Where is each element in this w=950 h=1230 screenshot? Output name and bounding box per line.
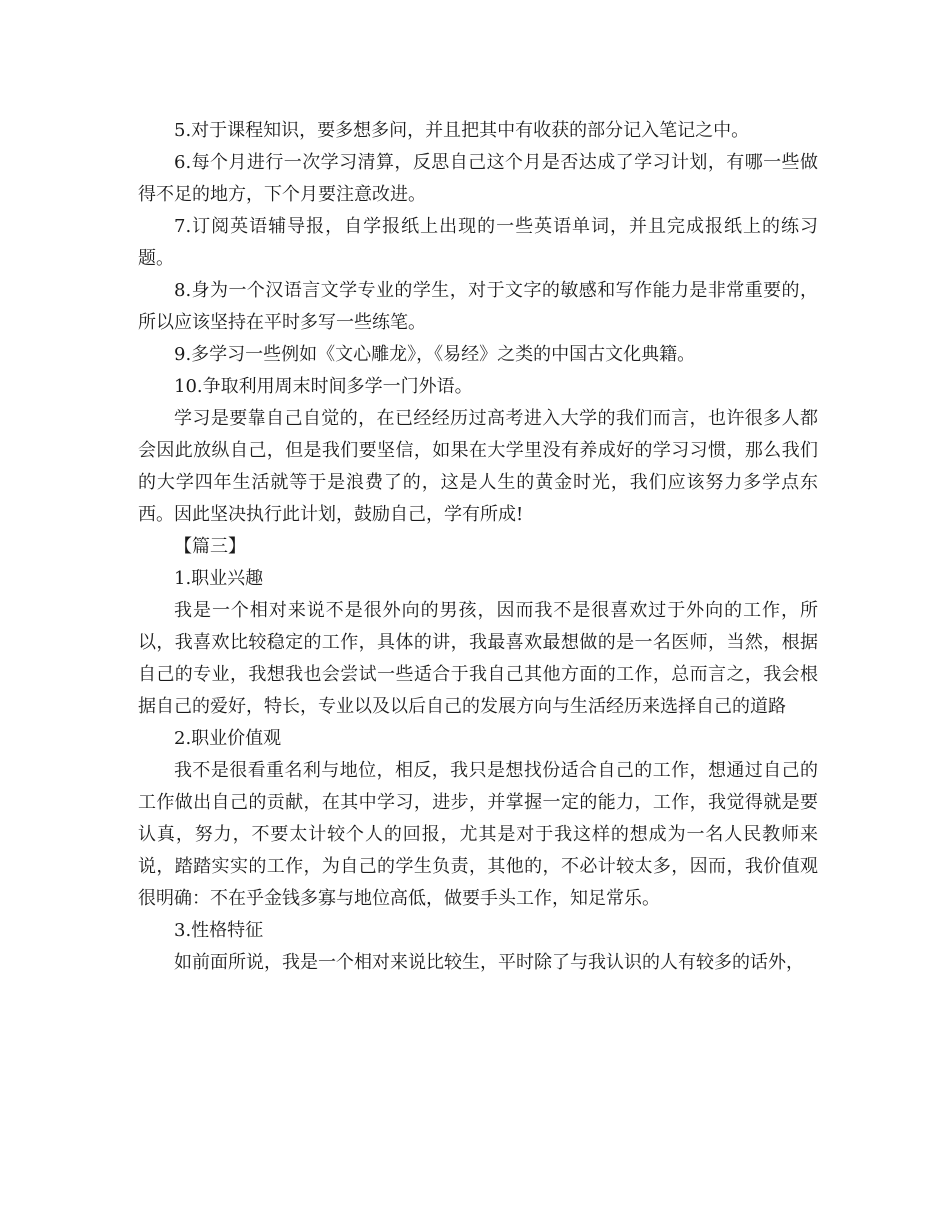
subheading-career-interest: 1.职业兴趣 <box>174 568 264 589</box>
subheading-personality: 3.性格特征 <box>174 920 264 941</box>
paragraph-item-10: 10.争取利用周末时间多学一门外语。 <box>174 376 473 397</box>
paragraph-item-8: 8.身为一个汉语言文学专业的学生，对于文字的敏感和写作能力是非常重要的，所以应该坚持在平时多写一些练笔。 <box>138 280 818 333</box>
paragraph-item-9: 9.多学习一些例如《文心雕龙》，《易经》之类的中国古文化典籍。 <box>174 344 696 365</box>
paragraph-item-5: 5.对于课程知识，要多想多问，并且把其中有收获的部分记入笔记之中。 <box>174 120 750 141</box>
subheading-career-values: 2.职业价值观 <box>174 728 282 749</box>
paragraph-item-6: 6.每个月进行一次学习清算，反思自己这个月是否达成了学习计划，有哪一些做得不足的地方，下个月要注意改进。 <box>138 152 818 205</box>
paragraph-personality: 如前面所说，我是一个相对来说比较生，平时除了与我认识的人有较多的话外， <box>174 952 804 973</box>
paragraph-item-7: 7.订阅英语辅导报，自学报纸上出现的一些英语单词，并且完成报纸上的练习题。 <box>138 216 818 269</box>
document-body <box>138 115 818 979</box>
paragraph-career-values: 我不是很看重名利与地位，相反，我只是想找份适合自己的工作，想通过自己的工作做出自己的贡献，在其中学习，进步，并掌握一定的能力，工作，我觉得就是要认真，努力，不要太计较个人的回报，尤其是对于我这样的想成为一名人民教师来说，踏踏实实的工作，为自己的学生负责，其他的，不必计较太多，因而，我价值观很明确：不在乎金钱多寡与地位高低，做要手头工作，知足常乐。 <box>138 760 818 909</box>
paragraph-summary: 学习是要靠自己自觉的，在已经经历过高考进入大学的我们而言，也许很多人都会因此放纵自己，但是我们要坚信，如果在大学里没有养成好的学习习惯，那么我们的大学四年生活就等于是浪费了的，这是人生的黄金时光，我们应该努力多学点东西。因此坚决执行此计划，鼓励自己，学有所成! <box>138 408 818 525</box>
paragraph-career-interest: 我是一个相对来说不是很外向的男孩，因而我不是很喜欢过于外向的工作，所以，我喜欢比较稳定的工作，具体的讲，我最喜欢最想做的是一名医师，当然，根据自己的专业，我想我也会尝试一些适合于我自己其他方面的工作，总而言之，我会根据自己的爱好，特长，专业以及以后自己的发展方向与生活经历来选择自己的道路 <box>138 600 818 717</box>
section-heading: 【篇三】 <box>174 536 246 557</box>
